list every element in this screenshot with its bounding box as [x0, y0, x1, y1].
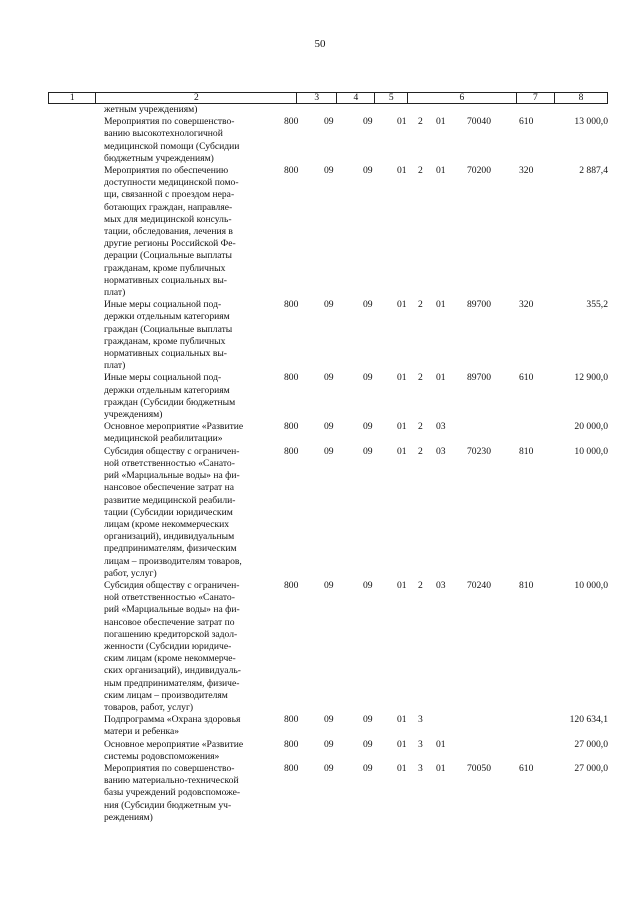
row-codes — [279, 763, 608, 824]
row-codes — [279, 104, 608, 116]
cell-subprogram-code: 2 — [418, 116, 423, 128]
cell-amount: 20 000,0 — [574, 421, 608, 433]
cell-direction-code: 70050 — [467, 762, 491, 774]
cell-ministry-code: 800 — [284, 165, 299, 177]
cell-amount: 355,2 — [586, 299, 608, 311]
cell-direction-code: 89700 — [467, 372, 491, 384]
cell-event-code: 03 — [436, 579, 446, 591]
cell-section-code: 09 — [324, 579, 334, 591]
cell-event-code: 01 — [436, 299, 446, 311]
row-description: Субсидия обществу с ограничен- ной ответственностью «Санато- рий «Марциальные воды» на фи- нансовое обеспечение затрат по погашению кредиторской задол- женности (Субсидии юридиче- ским лицам (кроме некоммерче- ских организаций), индивидуаль- ным предпринимателям, физиче- ским лицам – производителям товаров, работ, услуг) — [104, 579, 241, 713]
cell-event-code: 01 — [436, 372, 446, 384]
header-col-2: 2 — [96, 93, 297, 103]
table-row — [48, 165, 608, 299]
cell-subsection-code: 09 — [363, 762, 373, 774]
cell-expense-type: 810 — [519, 445, 534, 457]
cell-expense-type: 320 — [519, 299, 534, 311]
row-description: Подпрограмма «Охрана здоровья матери и ребенка» — [104, 714, 241, 738]
cell-subprogram-code: 2 — [418, 372, 423, 384]
cell-subprogram-code: 2 — [418, 445, 423, 457]
cell-ministry-code: 800 — [284, 421, 299, 433]
cell-amount: 120 634,1 — [569, 714, 608, 726]
cell-subprogram-code: 3 — [418, 738, 423, 750]
cell-direction-code: 89700 — [467, 299, 491, 311]
header-col-3: 3 — [297, 93, 337, 103]
table-row — [48, 372, 608, 421]
cell-subsection-code: 09 — [363, 579, 373, 591]
row-codes — [279, 372, 608, 421]
cell-amount: 10 000,0 — [574, 579, 608, 591]
table-row — [48, 739, 608, 763]
cell-subsection-code: 09 — [363, 738, 373, 750]
cell-direction-code: 70240 — [467, 579, 491, 591]
cell-event-code: 01 — [436, 165, 446, 177]
cell-program-code: 01 — [397, 165, 407, 177]
table-row — [48, 104, 608, 116]
row-description: Иные меры социальной под- держки отдельным категориям граждан (Социальные выплаты гражданам, кроме публичных нормативных социальных вы- плат) — [104, 299, 233, 372]
cell-section-code: 09 — [324, 714, 334, 726]
cell-ministry-code: 800 — [284, 299, 299, 311]
row-description: жетным учреждениям) — [104, 104, 198, 115]
cell-subprogram-code: 2 — [418, 579, 423, 591]
header-col-8: 8 — [578, 93, 584, 103]
cell-program-code: 01 — [397, 579, 407, 591]
row-description: Мероприятия по обеспечению доступности медицинской помо- щи, связанной с проездом нера- ботающих граждан, направляе- мых для медицинской консуль- тации, обследования, лечения в другие регионы Российской Фе- дерации (Социальные выплаты гражданам, кроме публичных нормативных социальных вы- плат) — [104, 165, 239, 299]
cell-program-code: 01 — [397, 738, 407, 750]
cell-event-code: 01 — [436, 738, 446, 750]
row-codes — [279, 299, 608, 372]
cell-amount: 27 000,0 — [574, 738, 608, 750]
table-row — [48, 580, 608, 714]
row-codes — [279, 714, 608, 738]
cell-subprogram-code: 2 — [418, 299, 423, 311]
row-codes — [279, 580, 608, 714]
cell-direction-code: 70230 — [467, 445, 491, 457]
row-description: Иные меры социальной под- держки отдельным категориям граждан (Субсидии бюджетным учреждениям) — [104, 372, 236, 421]
table-row — [48, 446, 608, 580]
cell-section-code: 09 — [324, 421, 334, 433]
cell-event-code: 01 — [436, 762, 446, 774]
cell-subprogram-code: 2 — [418, 165, 423, 177]
cell-program-code: 01 — [397, 372, 407, 384]
cell-expense-type: 610 — [519, 116, 534, 128]
header-col-7: 7 — [517, 93, 555, 103]
header-col-5: 5 — [375, 93, 408, 103]
cell-subprogram-code: 2 — [418, 421, 423, 433]
cell-subsection-code: 09 — [363, 421, 373, 433]
cell-event-code: 01 — [436, 116, 446, 128]
cell-direction-code: 70040 — [467, 116, 491, 128]
cell-amount: 13 000,0 — [574, 116, 608, 128]
cell-program-code: 01 — [397, 762, 407, 774]
cell-section-code: 09 — [324, 116, 334, 128]
cell-amount: 10 000,0 — [574, 445, 608, 457]
cell-subprogram-code: 3 — [418, 714, 423, 726]
cell-event-code: 03 — [436, 445, 446, 457]
budget-table — [48, 92, 608, 824]
row-codes — [279, 165, 608, 299]
cell-program-code: 01 — [397, 445, 407, 457]
cell-program-code: 01 — [397, 714, 407, 726]
cell-expense-type: 610 — [519, 372, 534, 384]
cell-direction-code: 70200 — [467, 165, 491, 177]
row-codes — [279, 421, 608, 445]
cell-section-code: 09 — [324, 299, 334, 311]
cell-program-code: 01 — [397, 299, 407, 311]
row-description: Основное мероприятие «Развитие медицинской реабилитации» — [104, 421, 244, 445]
cell-amount: 12 900,0 — [574, 372, 608, 384]
cell-subsection-code: 09 — [363, 299, 373, 311]
cell-section-code: 09 — [324, 762, 334, 774]
table-row — [48, 763, 608, 824]
cell-ministry-code: 800 — [284, 714, 299, 726]
cell-expense-type: 320 — [519, 165, 534, 177]
cell-section-code: 09 — [324, 165, 334, 177]
cell-event-code: 03 — [436, 421, 446, 433]
row-description: Основное мероприятие «Развитие системы родовспоможения» — [104, 738, 244, 762]
cell-subsection-code: 09 — [363, 445, 373, 457]
header-col-6: 6 — [408, 93, 517, 103]
cell-amount: 27 000,0 — [574, 762, 608, 774]
table-header-row — [48, 92, 608, 104]
row-codes — [279, 116, 608, 165]
cell-section-code: 09 — [324, 738, 334, 750]
cell-subsection-code: 09 — [363, 116, 373, 128]
cell-section-code: 09 — [324, 372, 334, 384]
table-row — [48, 421, 608, 445]
cell-ministry-code: 800 — [284, 762, 299, 774]
cell-program-code: 01 — [397, 116, 407, 128]
cell-expense-type: 810 — [519, 579, 534, 591]
row-description: Мероприятия по совершенство- ванию высокотехнологичной медицинской помощи (Субсидии бюджетным учреждениям) — [104, 116, 240, 164]
table-row — [48, 299, 608, 372]
table-body — [48, 104, 608, 824]
cell-subsection-code: 09 — [363, 372, 373, 384]
cell-ministry-code: 800 — [284, 116, 299, 128]
cell-subprogram-code: 3 — [418, 762, 423, 774]
header-col-4: 4 — [337, 93, 375, 103]
row-codes — [279, 739, 608, 763]
cell-ministry-code: 800 — [284, 445, 299, 457]
table-row — [48, 714, 608, 738]
cell-subsection-code: 09 — [363, 714, 373, 726]
cell-ministry-code: 800 — [284, 738, 299, 750]
table-row — [48, 116, 608, 165]
row-description: Субсидия обществу с ограничен- ной ответственностью «Санато- рий «Марциальные воды» на фи- нансовое обеспечение затрат на развитие медицинской реабили- тации (Субсидии юридическим лицам (кроме некоммерческих организаций), индивидуальным предпринимателям, физическим лицам – производителям товаров, работ, услуг) — [104, 445, 242, 579]
cell-amount: 2 887,4 — [579, 165, 608, 177]
row-description: Мероприятия по совершенство- ванию материально-технической базы учреждений родовспоможе- ния (Субсидии бюджетным уч- реждениям) — [104, 762, 241, 823]
cell-expense-type: 610 — [519, 762, 534, 774]
cell-ministry-code: 800 — [284, 579, 299, 591]
page-number: 50 — [314, 38, 326, 50]
row-codes — [279, 446, 608, 580]
cell-subsection-code: 09 — [363, 165, 373, 177]
header-col-1: 1 — [49, 93, 96, 103]
cell-program-code: 01 — [397, 421, 407, 433]
cell-ministry-code: 800 — [284, 372, 299, 384]
cell-section-code: 09 — [324, 445, 334, 457]
